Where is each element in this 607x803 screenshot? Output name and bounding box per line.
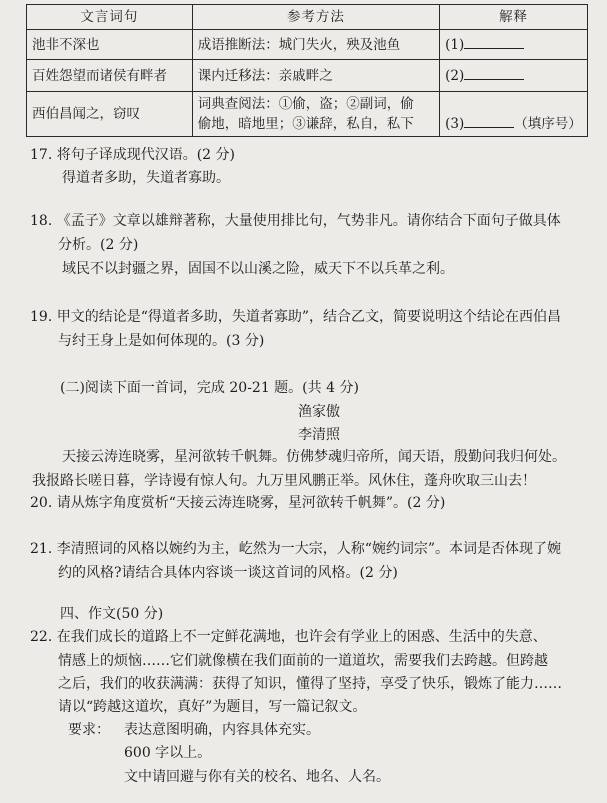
question-18-sentence: 域民不以封疆之界，固国不以山溪之险，威天下不以兵革之利。 [62,261,454,277]
table-header: 参考方法 [192,5,439,30]
answer-number: (3) [445,116,465,132]
question-19-line2: 与纣王身上是如何体现的。(3 分) [58,333,265,349]
table-header: 解释 [440,5,588,30]
poem-line: 天接云涛连晓雾，星河欲转千帆舞。仿佛梦魂归帝所，闻天语，殷勤问我归何处。 [62,449,566,465]
requirements-label: 要求： [68,722,110,738]
table-header: 文言词句 [27,5,193,30]
table-cell [192,92,439,137]
question-18-line2: 分析。(2 分) [58,237,139,253]
vocab-table [26,4,588,137]
method-line: 偷地，暗地里；③谦辞，私自，私下 [197,116,414,132]
question-17: 17. 将句子译成现代汉语。(2 分) [30,147,235,163]
section-4-heading: 四、作文(50 分) [60,606,164,622]
table-row [27,60,588,92]
answer-number: (1) [445,37,465,53]
answer-number: (2) [445,68,465,84]
question-17-sentence: 得道者多助，失道者寡助。 [62,170,230,186]
question-19-line1: 19. 甲文的结论是“得道者多助，失道者寡助”，结合乙文，简要说明这个结论在西伯昌 [30,309,562,325]
table-row [27,92,588,137]
table-cell: 课内迁移法：亲戚畔之 [192,60,439,92]
answer-blank[interactable] [464,34,524,49]
table-cell: 西伯昌闻之，窃叹 [27,92,193,137]
requirement-item: 600 字以上。 [124,745,212,761]
answer-cell [440,60,588,92]
answer-blank[interactable] [464,113,514,128]
table-cell: 池非不深也 [27,30,193,60]
poem-line: 我报路长嗟日暮，学诗谩有惊人句。九万里风鹏正举。风休住，蓬舟吹取三山去！ [32,473,536,489]
answer-cell [440,92,588,137]
table-cell: 成语推断法：城门失火，殃及池鱼 [192,30,439,60]
poem-title: 渔家傲 [298,404,340,420]
requirement-item: 表达意图明确，内容具体充实。 [124,722,320,738]
table-row [27,30,588,60]
answer-blank[interactable] [464,65,524,80]
table-cell: 百姓怨望而诸侯有畔者 [27,60,193,92]
question-21-line1: 21. 李清照词的风格以婉约为主，屹然为一大宗，人称“婉约词宗”。本词是否体现了婉 [30,541,562,557]
question-22-line: 22. 在我们成长的道路上不一定鲜花满地，也许会有学业上的困惑、生活中的失意、 [30,629,547,645]
question-22-line: 情感上的烦恼……它们就像横在我们面前的一道道坎，需要我们去跨越。但跨越 [58,653,548,669]
question-18-line1: 18. 《孟子》文章以雄辩著称，大量使用排比句，气势非凡。请你结合下面句子做具体 [30,213,561,229]
method-line: 词典查阅法：①偷，盗；②副词，偷 [197,96,414,112]
requirement-item: 文中请回避与你有关的校名、地名、人名。 [124,769,390,785]
poem-author: 李清照 [298,427,340,443]
question-22-line: 之后，我们的收获满满：获得了知识，懂得了坚持，享受了快乐，锻炼了能力…… [58,676,562,692]
question-22-line: 请以“跨越这道坎，真好”为题目，写一篇记叙文。 [58,699,367,715]
section-2-heading: (二)阅读下面一首词，完成 20-21 题。(共 4 分) [60,380,359,396]
question-20: 20. 请从炼字角度赏析“天接云涛连晓雾，星河欲转千帆舞”。(2 分) [30,495,446,511]
table-header-row [27,5,588,30]
answer-cell [440,30,588,60]
question-21-line2: 约的风格?请结合具体内容谈一谈这首词的风格。(2 分) [58,565,398,581]
answer-note: （填序号） [514,116,582,132]
